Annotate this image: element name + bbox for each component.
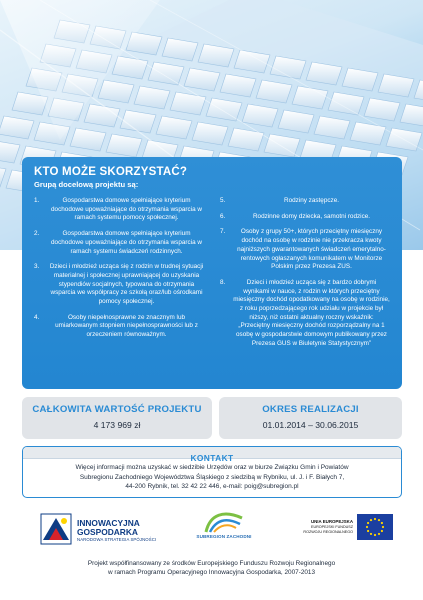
eu-logo-title: UNIA EUROPEJSKA xyxy=(310,519,353,524)
contact-line: Subregionu Zachodniego Województwa Śląskiego z siedzibą w Rybniku, ul. J. i F. Białych 7, xyxy=(79,473,345,481)
project-value-box xyxy=(22,397,212,439)
contact-title: KONTAKT xyxy=(190,453,234,463)
footer-line: Projekt współfinansowany ze środków Europejskiego Funduszu Rozwoju Regionalnego xyxy=(87,560,336,567)
subregion-zachodni-logo xyxy=(196,508,252,548)
list-item-number: 7. xyxy=(220,228,226,236)
target-group-right-column xyxy=(220,197,390,356)
target-group-left-column xyxy=(34,197,206,356)
eu-star-icon xyxy=(378,533,380,535)
eu-star-icon xyxy=(370,519,372,521)
list-item-number: 8. xyxy=(220,278,226,286)
ig-logo-tagline: NARODOWA STRATEGIA SPÓJNOŚCI xyxy=(77,537,157,542)
project-value-label: CAŁKOWITA WARTOŚĆ PROJEKTU xyxy=(32,404,202,415)
eu-star-icon xyxy=(381,522,383,524)
eu-logo-fund-line1: EUROPEJSKI FUNDUSZ xyxy=(310,525,353,529)
ig-logo-line1: INNOWACYJNA xyxy=(77,518,140,528)
subregion-emblem-icon xyxy=(196,508,252,534)
list-item xyxy=(34,263,206,307)
list-item xyxy=(34,197,206,223)
eu-star-icon xyxy=(381,530,383,532)
eu-star-icon xyxy=(370,533,372,535)
eu-star-icon xyxy=(366,526,368,528)
ig-emblem-icon xyxy=(37,510,75,548)
list-item-text: Rodziny zastępcze. xyxy=(283,197,339,204)
realization-period-box xyxy=(219,397,402,439)
eu-flag-icon xyxy=(357,514,393,540)
eu-star-icon xyxy=(367,530,369,532)
eu-star-icon xyxy=(374,534,376,536)
realization-period-label: OKRES REALIZACJI xyxy=(262,404,359,415)
eu-star-icon xyxy=(378,519,380,521)
logos-row xyxy=(0,504,423,554)
list-item xyxy=(220,228,390,272)
footer-line: w ramach Programu Operacyjnego Innowacyjna Gospodarka, 2007-2013 xyxy=(107,569,316,576)
contact-box xyxy=(22,446,402,498)
target-group-subtitle: Grupą docelową projektu są: xyxy=(34,180,139,189)
eu-star-icon xyxy=(367,522,369,524)
eu-star-icon xyxy=(382,526,384,528)
list-item-number: 4. xyxy=(34,313,40,321)
contact-line: Więcej informacji można uzyskać w siedzibie Urzędów oraz w biurze Związku Gmin i Powiatów xyxy=(75,464,349,471)
project-value-amount: 4 173 969 zł xyxy=(93,420,141,430)
list-item-number: 6. xyxy=(220,212,226,220)
contact-body xyxy=(31,463,393,492)
list-item-number: 2. xyxy=(34,230,40,238)
subregion-logo-caption: SUBREGION ZACHODNI xyxy=(196,534,252,539)
list-item-number: 5. xyxy=(220,197,226,204)
list-item xyxy=(220,213,390,222)
list-item-text: Dzieci i młodzież ucząca się z rodzin w trudnej sytuacji materialnej i społecznej uprawniającej do uzyskania stypendiów socjalnych, typowana do otrzymania wsparcia we współpracy ze szkołą oraz/lub ośrodkami pomocy społecznej. xyxy=(49,263,204,306)
contact-header xyxy=(23,447,401,463)
list-item-text: Rodzinne domy dziecka, samotni rodzice. xyxy=(252,212,371,220)
list-item-text: Osoby z grupy 50+, których przeciętny miesięczny dochód na osobę w rodzinie nie przekracza kwoty najniższych gwarantowanych świadczeń emerytalno-rentowych ogłaszanych komunikatem w Monitorze Polskim przez Prezesa ZUS. xyxy=(237,228,386,271)
target-group-columns xyxy=(34,197,390,356)
list-item-text: Osoby niepełnosprawne ze znacznym lub umiarkowanym stopniem niepełnosprawności lub z orzeczeniem równoważnym. xyxy=(55,313,198,339)
list-item-text: Gospodarstwa domowe spełniające kryterium dochodowe upoważniające do otrzymania wsparcia w ramach systemu świadczeń rodzinnych. xyxy=(51,230,202,255)
eu-logo-fund-line2: ROZWOJU REGIONALNEGO xyxy=(303,529,353,534)
innowacyjna-gospodarka-logo xyxy=(37,510,167,550)
target-group-title: KTO MOŻE SKORZYSTAĆ? xyxy=(34,166,188,178)
ig-logo-line2: GOSPODARKA xyxy=(77,527,138,537)
list-item-number: 1. xyxy=(34,197,40,204)
list-item xyxy=(220,279,390,349)
ig-logo-name xyxy=(77,519,140,537)
eu-star-icon xyxy=(374,518,376,520)
funding-footer xyxy=(30,559,393,577)
eu-logo xyxy=(287,514,392,548)
list-item-text: Dzieci i młodzież ucząca się z bardzo dobrymi wynikami w nauce, z rodzin w których przeciętny miesięczny dochód opodatkowany na osobę w rodzinie, z roku poprzedzającego rok udziału w projekcie był niższy, niż ostatni aktualny roczny wskaźnik: „Przeciętny miesięczny dochód rozporządzalny na 1 osobę w gospodarstwie domowym publikowany przez Prezesa GUS w Biuletynie Statystycznym” xyxy=(233,278,390,347)
list-item-text: Gospodarstwa domowe spełniające kryterium dochodowe upoważniające do otrzymania wsparcia w ramach systemu pomocy społecznej. xyxy=(51,197,202,222)
list-item-number: 3. xyxy=(34,263,40,271)
contact-line[interactable]: 44-200 Rybnik, tel. 32 42 22 446, e-mail: poig@subregion.pl xyxy=(125,483,299,491)
target-group-box xyxy=(22,157,402,389)
list-item xyxy=(34,314,206,340)
eu-stars-icon xyxy=(357,514,393,540)
eu-logo-fund xyxy=(287,525,353,534)
realization-period-dates: 01.01.2014 – 30.06.2015 xyxy=(262,420,359,430)
list-item xyxy=(34,230,206,256)
list-item xyxy=(220,197,390,206)
